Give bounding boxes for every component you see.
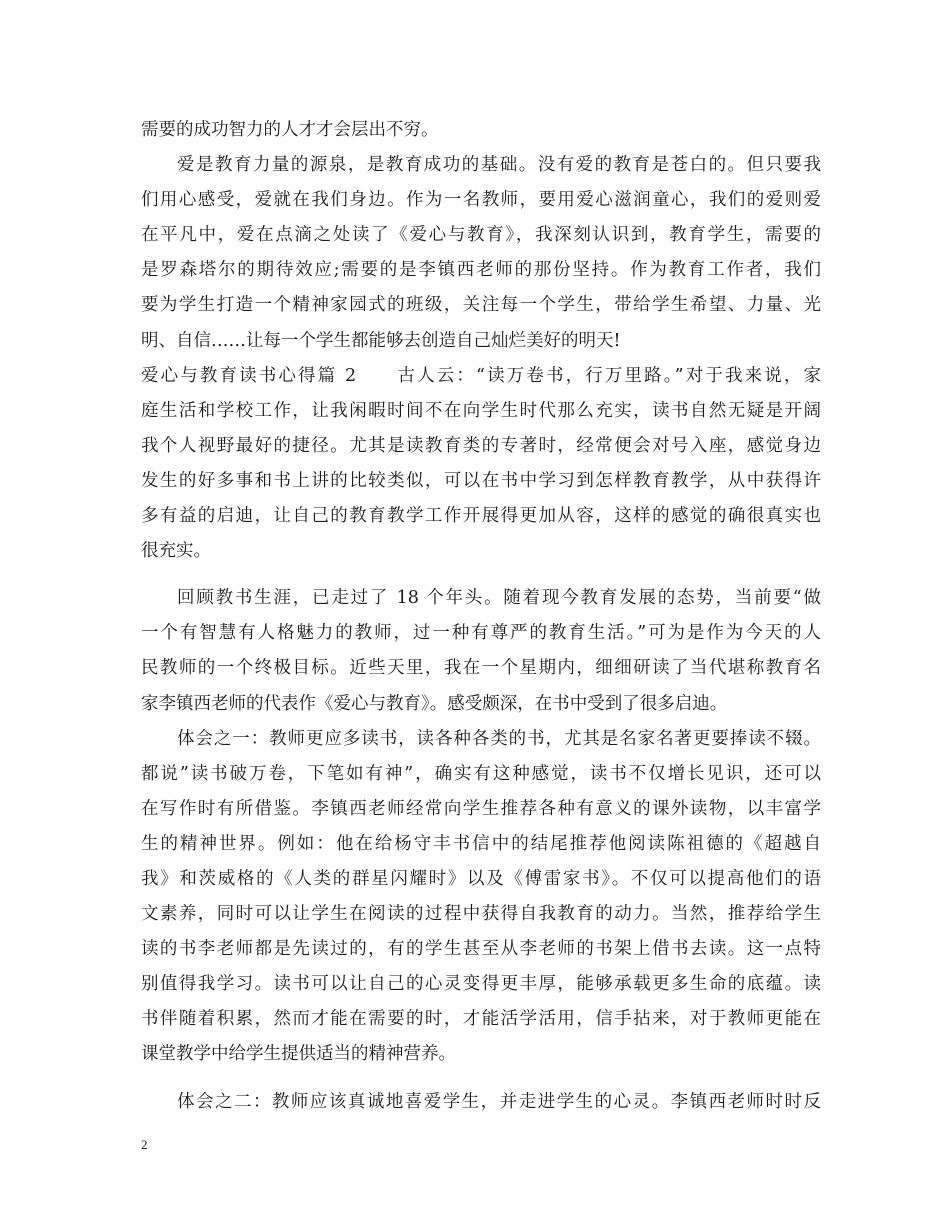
document-body	[141, 113, 821, 1120]
text-line: 是罗森塔尔的期待效应;需要的是李镇西老师的那份坚持。作为教育工作者，我们	[141, 260, 821, 281]
text-line: 多有益的启迪，让自己的教育教学工作开展得更加从容，这样的感觉的确很真实也	[141, 506, 821, 527]
text-line: 在写作时有所借鉴。李镇西老师经常向学生推荐各种有意义的课外读物，以丰富学	[141, 798, 821, 819]
text-line: 别值得我学习。读书可以让自己的心灵变得更丰厚，能够承载更多生命的底蕴。读	[141, 974, 821, 995]
text-line: 需要的成功智力的人才才会层出不穷。	[141, 120, 439, 140]
text-line: 民教师的一个终极目标。近些天里，我在一个星期内，细细研读了当代堪称教育名	[141, 658, 821, 679]
text-line: 读的书李老师都是先读过的，有的学生甚至从李老师的书架上借书去读。这一点特	[141, 939, 821, 960]
text-line: 书伴随着积累，然而才能在需要的时，才能活学活用，信手拈来，对于教师更能在	[141, 1009, 821, 1030]
text-line: 在平凡中，爱在点滴之处读了《爱心与教育》，我深刻认识到，教育学生，需要的	[141, 225, 821, 246]
text-lines	[141, 113, 821, 1120]
paragraph-gap	[141, 1073, 821, 1085]
text-line: 很充实。	[141, 541, 211, 562]
text-line: 发生的好多事和书上讲的比较类似，可以在书中学习到怎样教育教学，从中获得许	[141, 470, 821, 491]
text-line: 家李镇西老师的代表作《爱心与教育》。感受颇深，在书中受到了很多启迪。	[141, 693, 728, 714]
text-line: 都说”读书破万卷，下笔如有神”，确实有这种感觉，读书不仅增长见识，还可以	[141, 763, 821, 784]
text-line: 我个人视野最好的捷径。尤其是读教育类的专著时，经常便会对号入座，感觉身边	[141, 435, 821, 456]
text-line: 明、自信……让每一个学生都能够去创造自己灿烂美好的明天!	[141, 330, 621, 351]
text-line: 要为学生打造一个精神家园式的班级，关注每一个学生，带给学生希望、力量、光	[141, 295, 821, 316]
text-line: 文素养，同时可以让学生在阅读的过程中获得自我教育的动力。当然，推荐给学生	[141, 904, 821, 925]
text-line: 爱心与教育读书心得篇 2 古人云：“读万卷书，行万里路。”对于我来说，家	[141, 365, 821, 386]
text-line: 生的精神世界。例如：他在给杨守丰书信中的结尾推荐他阅读陈祖德的《超越自	[141, 833, 821, 854]
text-line: 庭生活和学校工作，让我闲暇时间不在向学生时代那么充实，读书自然无疑是开阔	[141, 400, 821, 421]
page-number: 2	[141, 1137, 148, 1152]
text-line: 们用心感受，爱就在我们身边。作为一名教师，要用爱心滋润童心，我们的爱则爱	[141, 190, 821, 211]
text-line: 一个有智慧有人格魅力的教师，过一种有尊严的教育生活。”可为是作为今天的人	[141, 623, 821, 644]
text-line: 体会之二：教师应该真诚地喜爱学生，并走进学生的心灵。李镇西老师时时反	[177, 1091, 821, 1112]
text-line: 我》和茨威格的《人类的群星闪耀时》以及《傅雷家书》。不仅可以提高他们的语	[141, 868, 821, 889]
text-line: 回顾教书生涯，已走过了 18 个年头。随着现今教育发展的态势，当前要“做	[177, 588, 821, 609]
paragraph-gap	[141, 569, 821, 581]
text-line: 课堂教学中给学生提供适当的精神营养。	[141, 1044, 456, 1065]
text-line: 体会之一：教师更应多读书，读各种各类的书，尤其是名家名著更要捧读不辍。	[177, 728, 821, 749]
text-line: 爱是教育力量的源泉，是教育成功的基础。没有爱的教育是苍白的。但只要我	[177, 155, 821, 176]
